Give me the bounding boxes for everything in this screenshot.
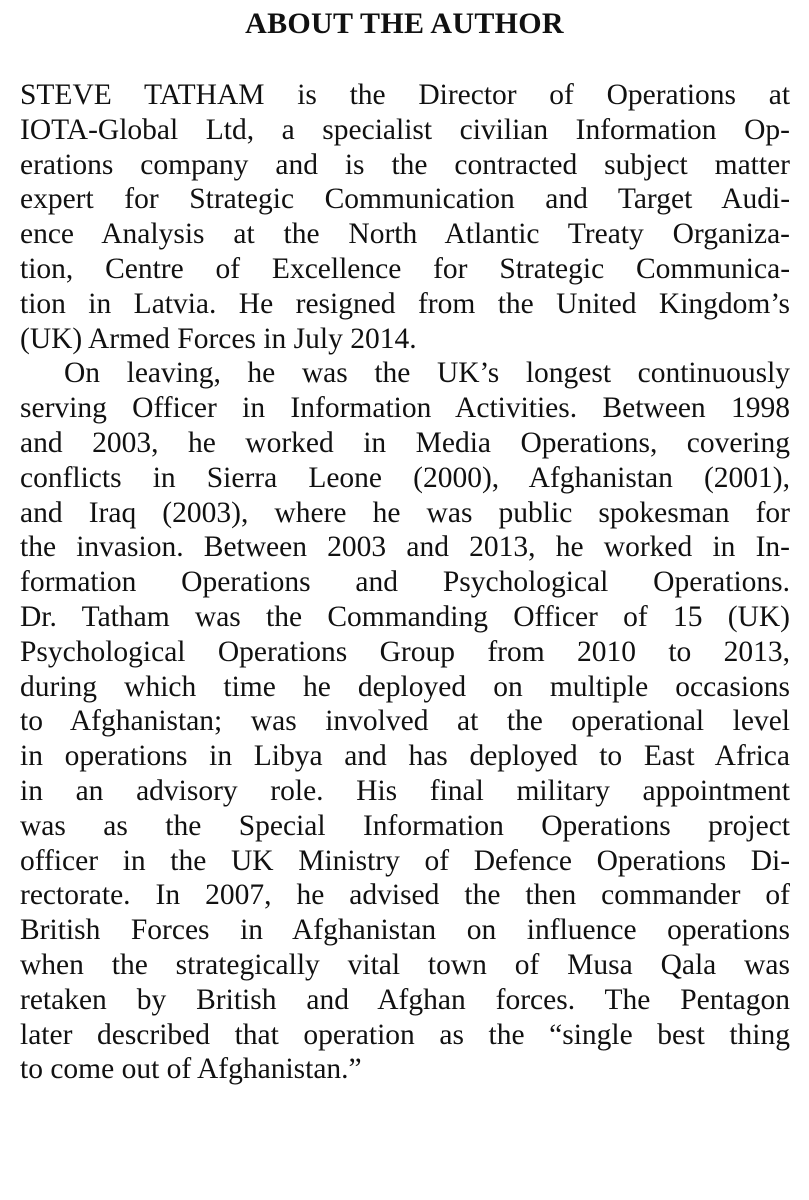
text-line: when the strategically vital town of Musa Qala was — [20, 948, 790, 981]
text-line: erations company and is the contracted subject matter — [20, 148, 790, 181]
text-line: to Afghanistan; was involved at the operational level — [20, 705, 790, 738]
text-line: tion, Centre of Excellence for Strategic Communica- — [20, 252, 791, 285]
text-line: later described that operation as the “single best thing — [20, 1018, 791, 1051]
text-line: ence Analysis at the North Atlantic Treaty Organiza- — [20, 218, 790, 251]
text-line: Psychological Operations Group from 2010 to 2013, — [20, 635, 790, 668]
text-line: STEVE TATHAM is the Director of Operations at — [20, 79, 791, 111]
text-line: conflicts in Sierra Leone (2000), Afghanistan (2001), — [20, 461, 790, 494]
text-line: rectorate. In 2007, he advised the then commander of — [20, 879, 790, 912]
text-line: British Forces in Afghanistan on influence operations — [20, 914, 790, 947]
text-line: and 2003, he worked in Media Operations, covering — [20, 426, 791, 459]
text-line: was as the Special Information Operations project — [20, 809, 790, 842]
text-line: in an advisory role. His final military appointment — [20, 774, 790, 807]
text-line: in operations in Libya and has deployed to East Africa — [20, 740, 790, 773]
text-line: tion in Latvia. He resigned from the United Kingdom’s — [20, 287, 791, 320]
bio-paragraph-1 — [20, 78, 790, 356]
text-line: serving Officer in Information Activities. Between 1998 — [20, 392, 790, 425]
text-line: during which time he deployed on multiple occasions — [20, 670, 790, 703]
text-line: and Iraq (2003), where he was public spokesman for — [20, 496, 790, 529]
text-line: formation Operations and Psychological Operations. — [20, 566, 790, 599]
text-line: to come out of Afghanistan.” — [20, 1053, 362, 1086]
bio-paragraph-2 — [20, 356, 790, 1087]
text-line: On leaving, he was the UK’s longest continuously — [64, 357, 791, 390]
text-line: officer in the UK Ministry of Defence Operations Di- — [20, 844, 791, 877]
page-title: ABOUT THE AUTHOR — [245, 7, 564, 40]
text-line: Dr. Tatham was the Commanding Officer of 15 (UK) — [20, 600, 790, 633]
author-bio — [20, 78, 790, 1087]
text-line: expert for Strategic Communication and Target Audi- — [20, 183, 791, 216]
text-line: (UK) Armed Forces in July 2014. — [20, 322, 417, 355]
text-line: the invasion. Between 2003 and 2013, he worked in In- — [20, 531, 790, 564]
text-line: retaken by British and Afghan forces. The Pentagon — [20, 983, 791, 1016]
text-line: IOTA-Global Ltd, a specialist civilian Information Op- — [20, 113, 790, 146]
